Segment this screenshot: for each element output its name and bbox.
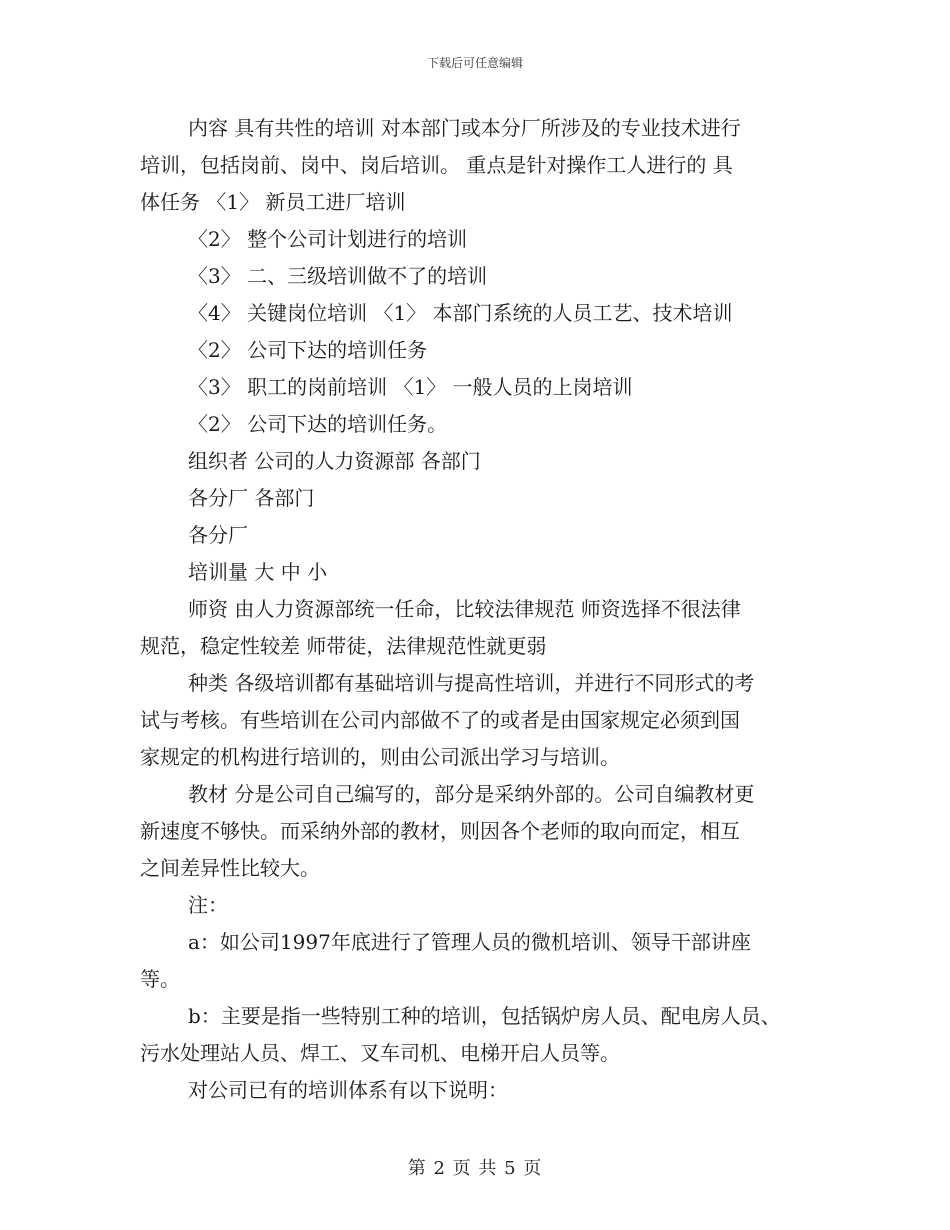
text-line: 〈2〉 整个公司计划进行的培训: [188, 227, 468, 251]
text-line: 师资 由人力资源部统一任命，比较法律规范 师资选择不很法律: [188, 597, 741, 621]
text-line: 规范，稳定性较差 师带徒，法律规范性就更弱: [140, 634, 547, 658]
text-line: 培训量 大 中 小: [188, 560, 328, 584]
text-line: 体任务 〈1〉 新员工进厂培训: [140, 190, 406, 214]
text-line: 污水处理站人员、焊工、叉车司机、电梯开启人员等。: [140, 1041, 620, 1065]
text-line: 教材 分是公司自己编写的，部分是采纳外部的。公司自编教材更: [188, 782, 755, 806]
page-footer: 第 2 页 共 5 页: [407, 1158, 543, 1179]
text-line: 各分厂: [188, 523, 248, 547]
text-line: 等。: [140, 967, 180, 991]
text-line: 对公司已有的培训体系有以下说明：: [188, 1078, 508, 1102]
text-line: a：如公司1997年底进行了管理人员的微机培训、领导干部讲座: [188, 930, 751, 954]
text-line: 组织者 公司的人力资源部 各部门: [188, 449, 481, 473]
text-line: 家规定的机构进行培训的，则由公司派出学习与培训。: [140, 745, 620, 769]
text-line: 内容 具有共性的培训 对本部门或本分厂所涉及的专业技术进行: [188, 116, 741, 140]
text-line: 试与考核。有些培训在公司内部做不了的或者是由国家规定必须到国: [140, 708, 740, 732]
document-body: [140, 110, 830, 1109]
text-line: 之间差异性比较大。: [140, 856, 320, 880]
text-line: 〈3〉 二、三级培训做不了的培训: [188, 264, 488, 288]
text-line: 〈2〉 公司下达的培训任务。: [188, 412, 448, 436]
text-line: 培训，包括岗前、岗中、岗后培训。 重点是针对操作工人进行的 具: [140, 153, 733, 177]
text-line: 〈3〉 职工的岗前培训 〈1〉 一般人员的上岗培训: [188, 375, 633, 399]
text-line: 种类 各级培训都有基础培训与提高性培训，并进行不同形式的考: [188, 671, 755, 695]
text-line: 〈4〉 关键岗位培训 〈1〉 本部门系统的人员工艺、技术培训: [188, 301, 733, 325]
text-line: 〈2〉 公司下达的培训任务: [188, 338, 428, 362]
page-header: 下载后可任意编辑: [426, 56, 523, 70]
text-line: 注：: [188, 893, 228, 917]
text-line: 各分厂 各部门: [188, 486, 315, 510]
text-line: b：主要是指一些特别工种的培训，包括锅炉房人员、配电房人员、: [188, 1004, 781, 1028]
text-line: 新速度不够快。而采纳外部的教材，则因各个老师的取向而定，相互: [140, 819, 740, 843]
